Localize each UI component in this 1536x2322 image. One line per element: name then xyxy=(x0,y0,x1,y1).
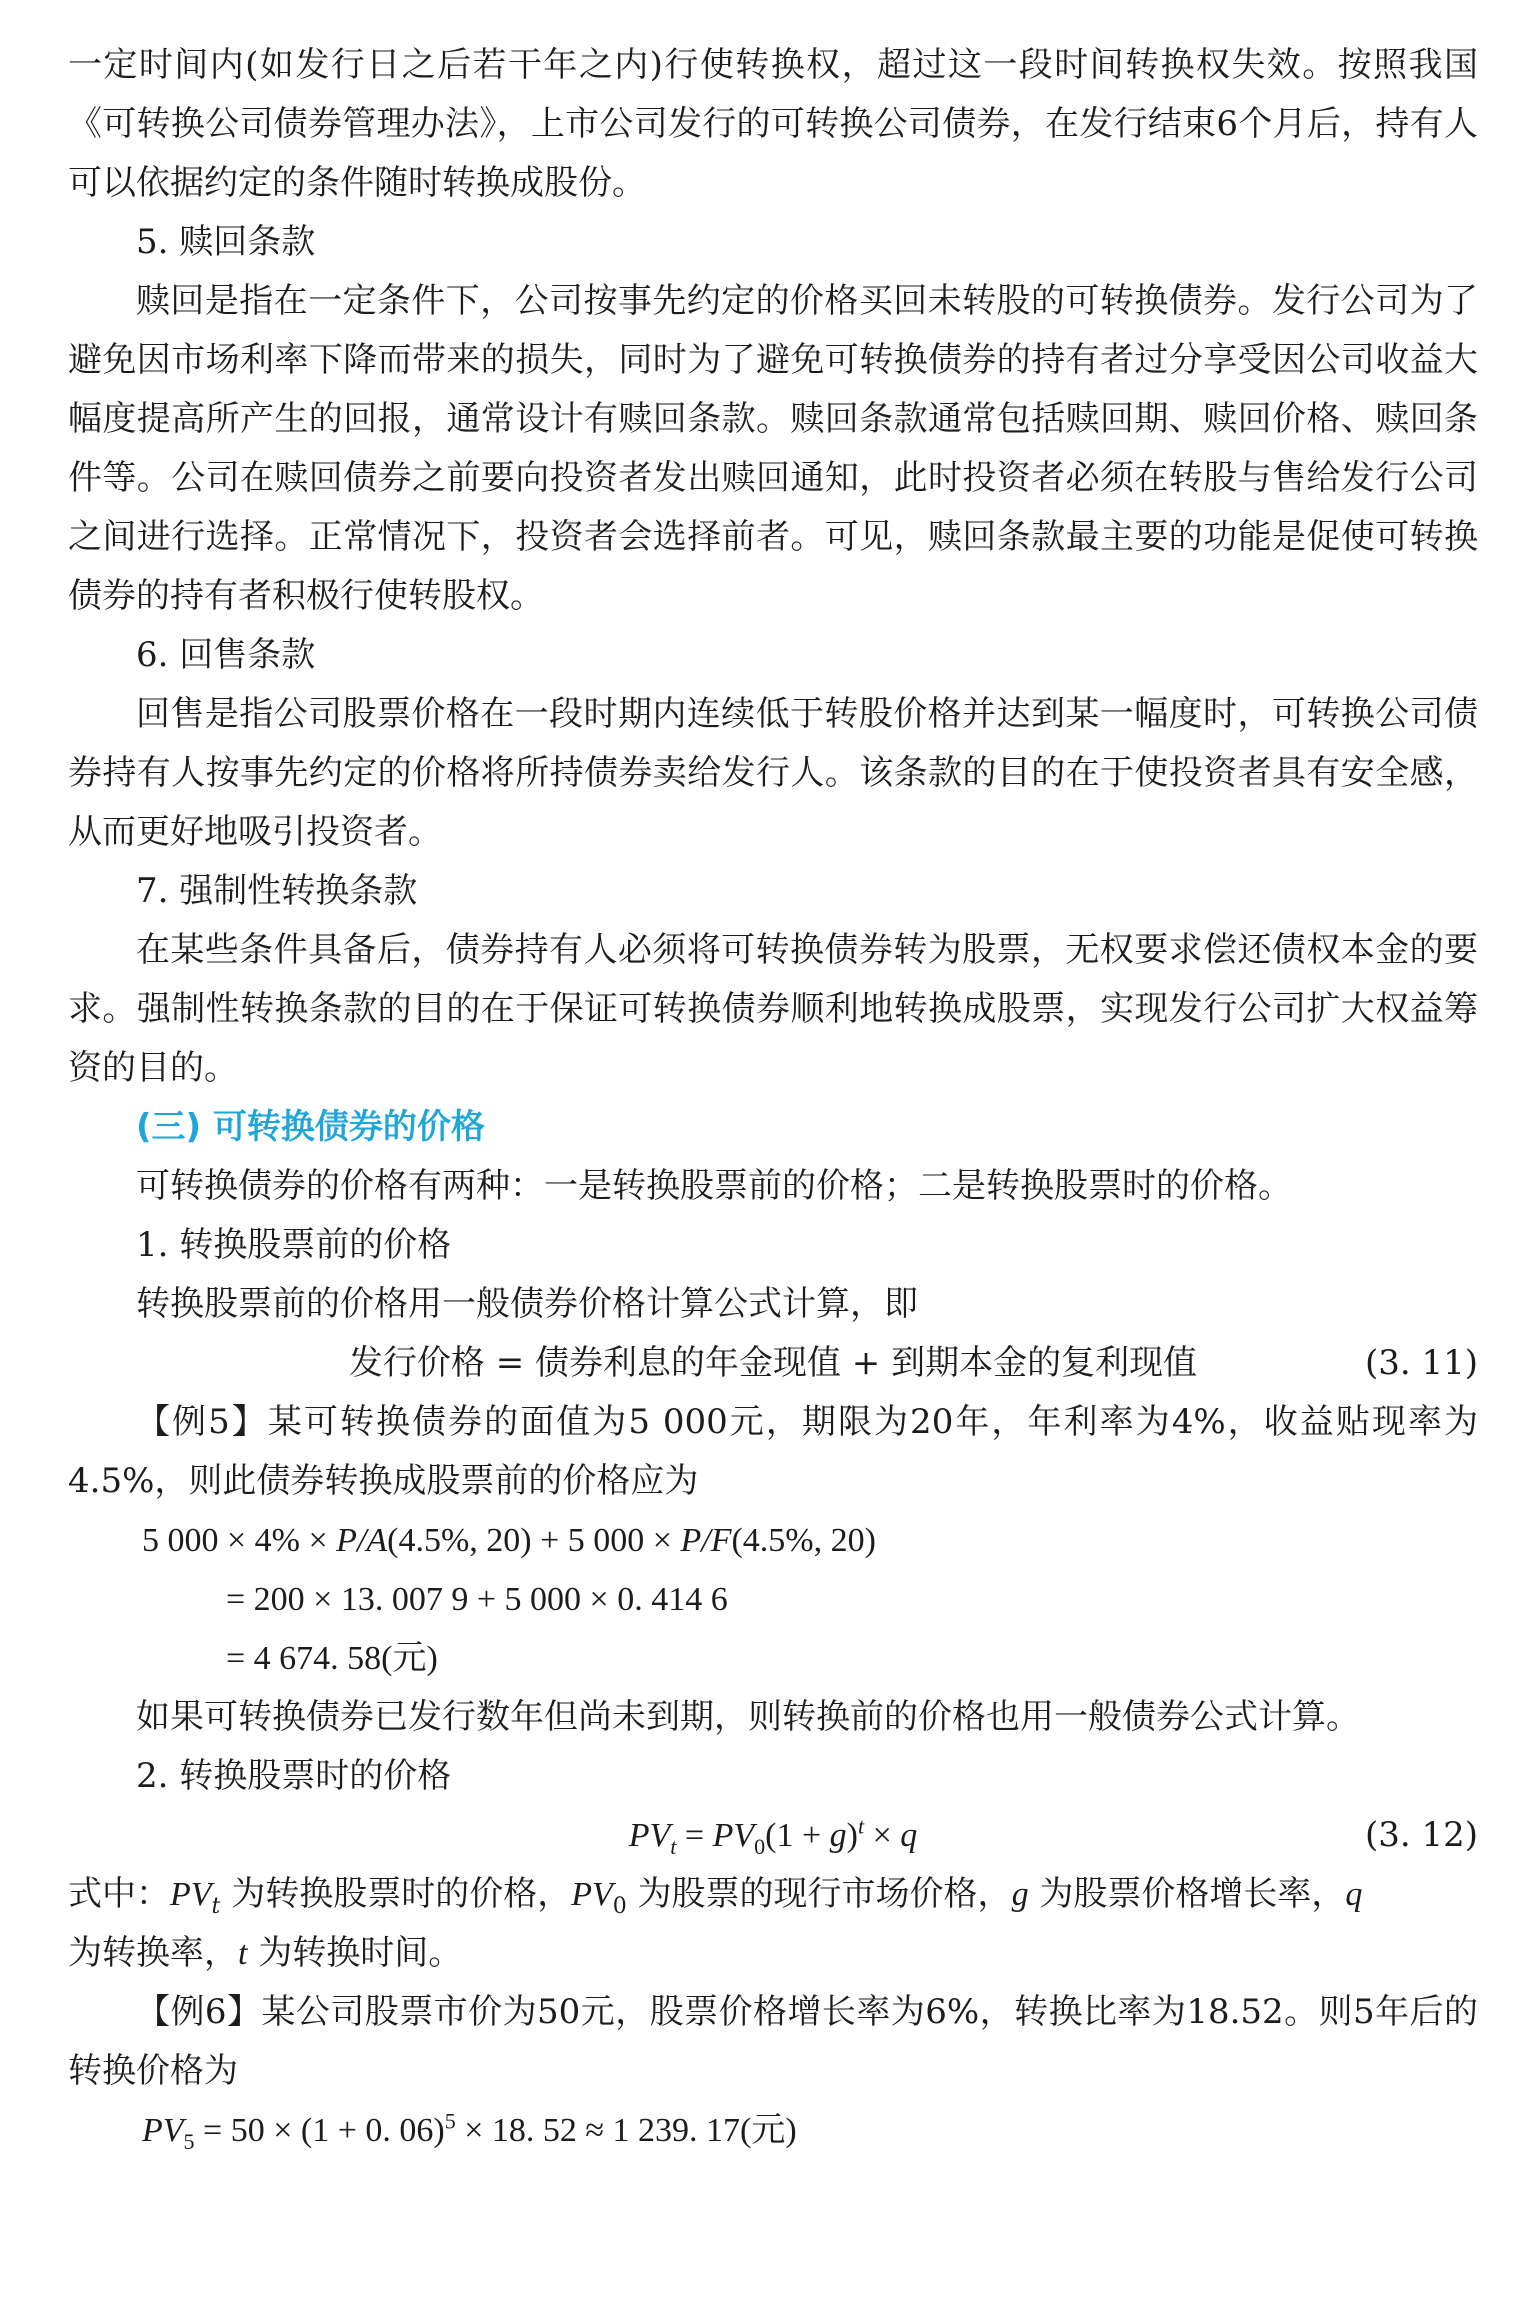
formula-3-12-text: $PV_t = PV_0(1 + g)^t \times q$ xyxy=(628,1813,918,1859)
formula-3-11 xyxy=(68,1334,1478,1393)
formula-3-11-text: 发行价格 = 债券利息的年金现值 + 到期本金的复利现值 xyxy=(348,1343,1198,1383)
section-intro: 可转换债券的价格有两种：一是转换股票前的价格；二是转换股票时的价格。 xyxy=(136,1166,1292,1206)
example-5-calc-result: = 4 674. 58(元) xyxy=(226,1640,438,1677)
textbook-page xyxy=(68,36,1478,2160)
example-5: 【例5】某可转换债券的面值为5 000元，期限为20年，年利率为4%，收益贴现率为4.5%，则此债券转换成股票前的价格应为 xyxy=(68,1402,1478,1501)
redemption-paragraph: 赎回是指在一定条件下，公司按事先约定的价格买回未转股的可转换债券。发行公司为了避免因市场利率下降而带来的损失，同时为了避免可转换债券的持有者过分享受因公司收益大幅度提高所产生的回报，通常设计有赎回条款。赎回条款通常包括赎回期、赎回价格、赎回条件等。公司在赎回债券之前要向投资者发出赎回通知，此时投资者必须在转股与售给发行公司之间进行选择。正常情况下，投资者会选择前者。可见，赎回条款最主要的功能是促使可转换债券的持有者积极行使转股权。 xyxy=(68,281,1478,616)
redemption-heading: 5. 赎回条款 xyxy=(136,222,316,262)
formula-3-11-number: (3. 11) xyxy=(1364,1343,1478,1383)
formula-3-12-number: (3. 12) xyxy=(1364,1815,1478,1855)
mandatory-paragraph: 在某些条件具备后，债券持有人必须将可转换债券转为股票，无权要求偿还债权本金的要求。强制性转换条款的目的在于保证可转换债券顺利地转换成股票，实现发行公司扩大权益筹资的目的。 xyxy=(68,930,1478,1088)
before-conversion-note: 如果可转换债券已发行数年但尚未到期，则转换前的价格也用一般债券公式计算。 xyxy=(136,1697,1360,1737)
at-conversion-heading: 2. 转换股票时的价格 xyxy=(136,1756,452,1796)
formula-3-12 xyxy=(68,1806,1478,1865)
example-6: 【例6】某公司股票市价为50元，股票价格增长率为6%，转换比率为18.52。则5年后的转换价格为 xyxy=(68,1992,1478,2091)
put-heading: 6. 回售条款 xyxy=(136,635,316,675)
example-5-calc-line-1: 5 000 × 4% × P/A(4.5%, 20) + 5 000 × P/F(4.5%, 20) xyxy=(142,1522,876,1559)
before-conversion-intro: 转换股票前的价格用一般债券价格计算公式计算，即 xyxy=(136,1284,918,1324)
section-heading: (三) 可转换债券的价格 xyxy=(136,1107,485,1147)
continued-paragraph: 一定时间内(如发行日之后若干年之内)行使转换权，超过这一段时间转换权失效。按照我国《可转换公司债券管理办法》，上市公司发行的可转换公司债券，在发行结束6个月后，持有人可以依据约定的条件随时转换成股份。 xyxy=(68,45,1478,203)
example-6-result: $PV_5 = 50 \times (1 + 0$. 06)$^5$ × 18. 52 ≈ 1 239. 17(元) xyxy=(142,2108,797,2154)
formula-3-12-definitions: 式中：$PV_t$ 为转换股票时的价格，$PV_0$ 为股票的现行市场价格，g 为股票价格增长率，q 为转换率，t 为转换时间。 xyxy=(68,1874,1363,1973)
put-paragraph: 回售是指公司股票价格在一段时期内连续低于转股价格并达到某一幅度时，可转换公司债券持有人按事先约定的价格将所持债券卖给发行人。该条款的目的在于使投资者具有安全感，从而更好地吸引投资者。 xyxy=(68,694,1478,852)
example-5-calc-line-2: = 200 × 13. 007 9 + 5 000 × 0. 414 6 xyxy=(226,1581,728,1618)
mandatory-heading: 7. 强制性转换条款 xyxy=(136,871,418,911)
before-conversion-heading: 1. 转换股票前的价格 xyxy=(136,1225,452,1265)
